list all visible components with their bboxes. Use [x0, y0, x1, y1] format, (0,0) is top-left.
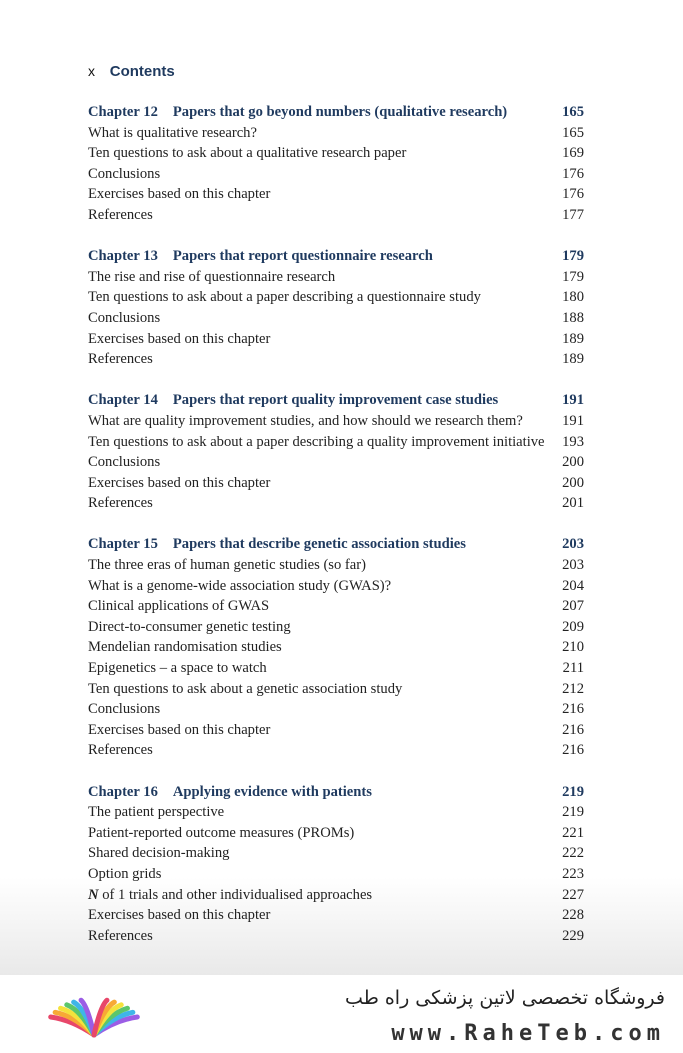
toc-entry[interactable] — [88, 308, 584, 329]
toc-entry-text: Mendelian randomisation studies — [88, 639, 282, 656]
chapter-block — [88, 246, 584, 370]
toc-entry-label — [88, 637, 282, 658]
toc-entry-label — [88, 267, 335, 288]
toc-entry-text: Ten questions to ask about a qualitative research paper — [88, 145, 407, 162]
toc-entry-text: Option grids — [88, 865, 162, 882]
toc-entry-label — [88, 473, 270, 494]
toc-entry-page-number: 188 — [562, 309, 584, 326]
toc-entry-page-number: 193 — [562, 433, 584, 450]
toc-entry-text: Conclusions — [88, 309, 161, 326]
chapter-page-number: 203 — [562, 536, 584, 553]
toc-entry[interactable] — [88, 329, 584, 350]
toc-entry-page-number: 216 — [562, 721, 584, 738]
watermark-footer — [0, 975, 683, 1053]
toc-entry[interactable] — [88, 802, 584, 823]
toc-entry-page-number: 200 — [562, 454, 584, 471]
chapter-heading-label — [88, 246, 433, 267]
toc-entry-label — [88, 843, 229, 864]
chapter-block — [88, 102, 584, 226]
toc-entry-label — [88, 164, 160, 185]
toc-entry-label — [88, 740, 153, 761]
toc-entry-text: References — [88, 495, 153, 512]
toc-entry[interactable] — [88, 843, 584, 864]
chapter-number: Chapter 15 — [88, 536, 158, 553]
toc-entry-label — [88, 926, 153, 947]
toc-entry-label — [88, 287, 481, 308]
toc-entry[interactable] — [88, 287, 584, 308]
toc-entry-text: The patient perspective — [88, 804, 225, 821]
toc-entry[interactable] — [88, 576, 584, 597]
toc-entry-label — [88, 205, 153, 226]
chapter-title: Papers that describe genetic association studies — [172, 536, 466, 553]
chapter-heading[interactable] — [88, 246, 584, 267]
toc-entry-text: References — [88, 351, 153, 368]
toc-entry-page-number: 204 — [562, 577, 584, 594]
toc-entry[interactable] — [88, 452, 584, 473]
toc-entry-text: What is qualitative research? — [88, 124, 257, 141]
shop-url: www.RaheTeb.com — [391, 1021, 665, 1046]
chapter-block — [88, 534, 584, 761]
toc-entry-text: Shared decision-making — [88, 845, 230, 862]
chapter-page-number: 219 — [562, 783, 584, 800]
chapter-title: Papers that report questionnaire research — [172, 248, 433, 265]
toc-entry-text: Epigenetics – a space to watch — [88, 660, 267, 677]
toc-entry-label — [88, 905, 270, 926]
toc-entry[interactable] — [88, 905, 584, 926]
toc-entry-text: What is a genome-wide association study (GWAS)? — [88, 577, 392, 594]
toc-entry-text: Conclusions — [88, 454, 161, 471]
chapter-heading-label — [88, 534, 466, 555]
toc-entry-label — [88, 432, 545, 453]
toc-entry-page-number: 211 — [562, 660, 584, 677]
chapter-block — [88, 782, 584, 947]
toc-entry-text: Conclusions — [88, 701, 161, 718]
toc-entry-label — [88, 143, 406, 164]
toc-entry[interactable] — [88, 637, 584, 658]
toc-entry[interactable] — [88, 740, 584, 761]
toc-entry-text: References — [88, 742, 153, 759]
toc-entry-page-number: 203 — [562, 557, 584, 574]
toc-entry-label — [88, 596, 269, 617]
toc-entry[interactable] — [88, 473, 584, 494]
toc-entry-label — [88, 411, 523, 432]
chapter-heading[interactable] — [88, 782, 584, 803]
toc-entry-page-number: 216 — [562, 742, 584, 759]
toc-entry[interactable] — [88, 411, 584, 432]
chapter-heading-label — [88, 390, 498, 411]
toc-entry[interactable] — [88, 349, 584, 370]
toc-entry-page-number: 165 — [562, 124, 584, 141]
toc-entry[interactable] — [88, 205, 584, 226]
toc-entry[interactable] — [88, 555, 584, 576]
chapter-title: Papers that report quality improvement case studies — [172, 392, 499, 409]
toc-entry-page-number: 177 — [562, 206, 584, 223]
toc-entry-text: References — [88, 206, 153, 223]
toc-entry-page-number: 209 — [562, 618, 584, 635]
toc-entry-page-number: 207 — [562, 598, 584, 615]
toc-entry-page-number: 189 — [562, 330, 584, 347]
toc-entry[interactable] — [88, 617, 584, 638]
toc-entry-label — [88, 802, 224, 823]
toc-entry-text: Direct-to-consumer genetic testing — [88, 618, 291, 635]
toc-entry-page-number: 228 — [562, 907, 584, 924]
toc-entry-label — [88, 658, 267, 679]
chapter-number: Chapter 12 — [88, 104, 158, 120]
toc-entry-page-number: 219 — [562, 804, 584, 821]
chapter-page-number: 191 — [562, 392, 584, 409]
chapter-page-number: 165 — [562, 104, 584, 120]
running-header — [88, 61, 175, 82]
toc-entry-text: Exercises based on this chapter — [88, 330, 271, 347]
toc-entry-label — [88, 699, 160, 720]
toc-entry-label — [88, 349, 153, 370]
toc-entry-text: Ten questions to ask about a paper describing a quality improvement initiative — [88, 433, 545, 450]
toc-entry-page-number: 191 — [562, 412, 584, 429]
toc-entry-text: Exercises based on this chapter — [88, 186, 271, 203]
toc-entry[interactable] — [88, 596, 584, 617]
toc-entry[interactable] — [88, 926, 584, 947]
toc-entry-text: The three eras of human genetic studies (so far) — [88, 557, 366, 574]
toc-entry-page-number: 222 — [562, 845, 584, 862]
toc-entry-page-number: 221 — [562, 824, 584, 841]
toc-entry-page-number: 227 — [562, 886, 584, 903]
toc-entry-text: Exercises based on this chapter — [88, 474, 271, 491]
chapter-title: Papers that go beyond numbers (qualitative research) — [172, 104, 508, 120]
toc-entry-page-number: 210 — [562, 639, 584, 656]
toc-entry-page-number: 216 — [562, 701, 584, 718]
toc-entry[interactable] — [88, 432, 584, 453]
chapter-heading[interactable] — [88, 534, 584, 555]
shop-name: فروشگاه تخصصی لاتین پزشکی راه طب — [345, 987, 665, 1009]
toc-entry-label — [88, 823, 354, 844]
toc-entry-page-number: 229 — [562, 927, 584, 944]
toc-entry-text: Exercises based on this chapter — [88, 721, 271, 738]
toc-entry[interactable] — [88, 679, 584, 700]
toc-entry-italic-prefix: N — [88, 886, 99, 903]
toc-entry-text: The rise and rise of questionnaire research — [88, 268, 336, 285]
toc-entry-page-number: 176 — [562, 186, 584, 203]
toc-entry-page-number: 189 — [562, 351, 584, 368]
toc-entry-text: Clinical applications of GWAS — [88, 598, 270, 615]
toc-entry[interactable] — [88, 184, 584, 205]
header-title: Contents — [109, 63, 175, 80]
toc-entry-page-number: 201 — [562, 495, 584, 512]
toc-entry-text: Conclusions — [88, 165, 161, 182]
toc-entry-text: of 1 trials and other individualised approaches — [102, 886, 373, 903]
chapter-heading[interactable] — [88, 102, 584, 123]
toc-entry-label — [88, 555, 366, 576]
toc-entry[interactable] — [88, 123, 584, 144]
toc-entry-page-number: 169 — [562, 145, 584, 162]
chapter-heading[interactable] — [88, 390, 584, 411]
chapter-heading-label — [88, 102, 507, 123]
toc-entry-label — [88, 184, 270, 205]
toc-entry-text: Exercises based on this chapter — [88, 907, 271, 924]
chapter-block — [88, 390, 584, 514]
header-page-number: x — [88, 63, 95, 79]
toc-entry[interactable] — [88, 493, 584, 514]
toc-entry-text: Ten questions to ask about a genetic association study — [88, 680, 403, 697]
toc-entry-page-number: 200 — [562, 474, 584, 491]
toc-entry-label — [88, 493, 153, 514]
chapter-number: Chapter 13 — [88, 248, 158, 265]
toc-entry-text: Ten questions to ask about a paper describing a questionnaire study — [88, 289, 481, 306]
toc-entry-label — [88, 576, 391, 597]
toc-entry-label — [88, 885, 372, 906]
book-logo-icon — [38, 989, 150, 1047]
toc-entry-label — [88, 123, 257, 144]
toc-entry-label — [88, 679, 402, 700]
toc-entry-page-number: 176 — [562, 165, 584, 182]
toc-entry-label — [88, 329, 270, 350]
toc-entry-label — [88, 720, 270, 741]
toc-entry[interactable] — [88, 164, 584, 185]
table-of-contents — [88, 102, 584, 967]
toc-entry-label — [88, 864, 161, 885]
chapter-number: Chapter 14 — [88, 392, 158, 409]
toc-entry[interactable] — [88, 143, 584, 164]
toc-entry[interactable] — [88, 864, 584, 885]
chapter-heading-label — [88, 782, 372, 803]
toc-entry[interactable] — [88, 699, 584, 720]
toc-entry-page-number: 212 — [562, 680, 584, 697]
toc-entry-text: Patient-reported outcome measures (PROMs) — [88, 824, 355, 841]
toc-entry-page-number: 179 — [562, 268, 584, 285]
toc-entry[interactable] — [88, 658, 584, 679]
toc-entry-label — [88, 452, 160, 473]
chapter-title: Applying evidence with patients — [172, 783, 372, 800]
toc-entry[interactable] — [88, 267, 584, 288]
toc-entry-page-number: 223 — [562, 865, 584, 882]
toc-entry[interactable] — [88, 720, 584, 741]
toc-entry-page-number: 180 — [562, 289, 584, 306]
chapter-number: Chapter 16 — [88, 783, 158, 800]
toc-entry[interactable] — [88, 885, 584, 906]
toc-entry[interactable] — [88, 823, 584, 844]
chapter-page-number: 179 — [562, 248, 584, 265]
toc-entry-text: References — [88, 927, 153, 944]
toc-entry-label — [88, 308, 160, 329]
toc-entry-text: What are quality improvement studies, and how should we research them? — [88, 412, 523, 429]
toc-entry-label — [88, 617, 291, 638]
